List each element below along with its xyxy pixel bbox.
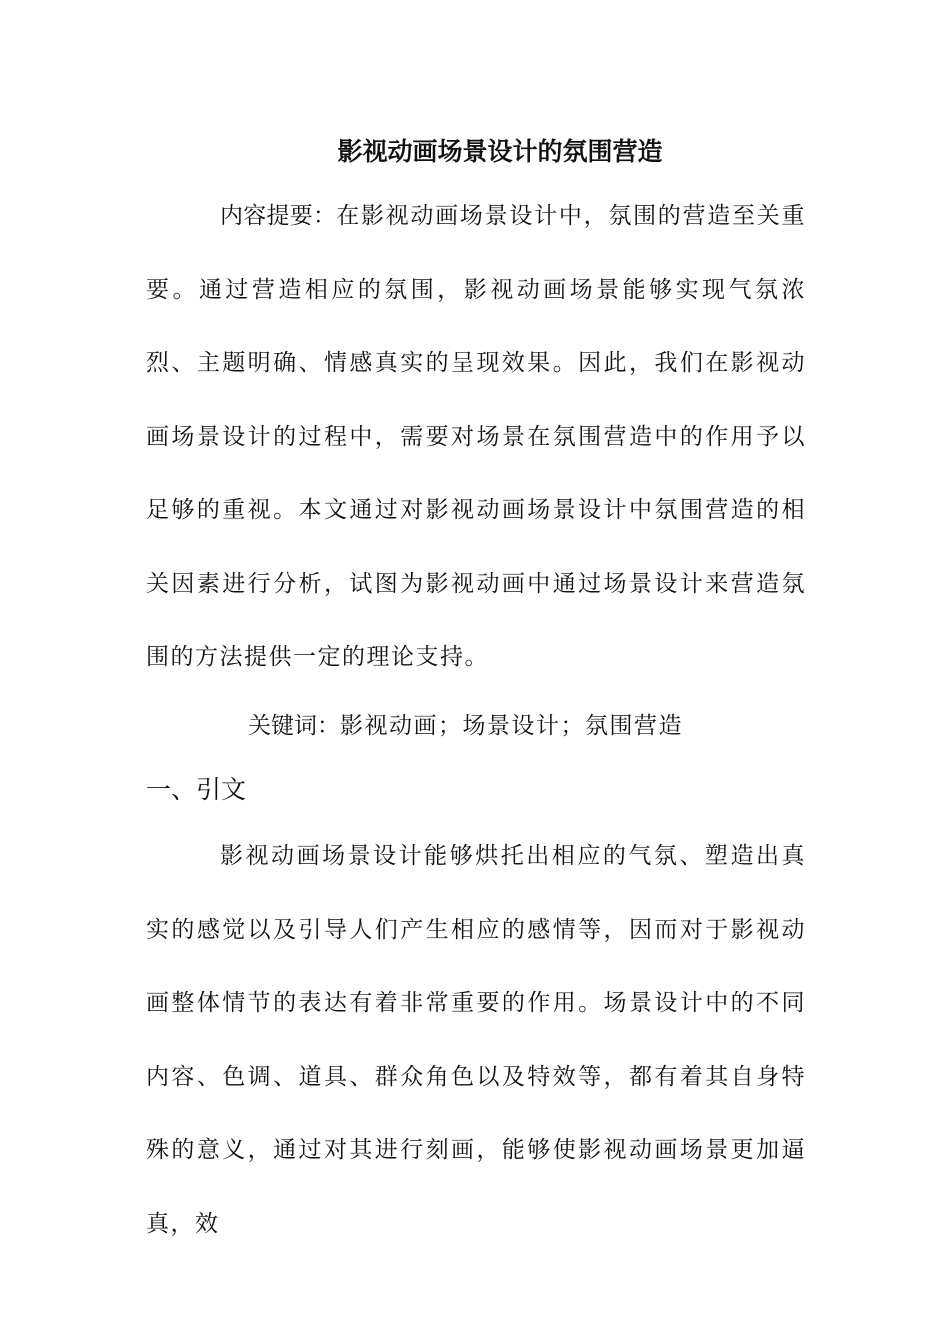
abstract-label: 内容提要： <box>220 203 337 229</box>
introduction-paragraph: 影视动画场景设计能够烘托出相应的气氛、塑造出真实的感觉以及引导人们产生相应的感情等，因而对于影视动画整体情节的表达有着非常重要的作用。场景设计中的不同内容、色调、道具、群众角色以及特效等，都有着其自身特殊的意义，通过对其进行刻画，能够使影视动画场景更加逼真，效 <box>146 843 806 1237</box>
section-heading-introduction: 一、引文 <box>146 775 247 804</box>
abstract-paragraph <box>146 180 806 695</box>
abstract-text: 在影视动画场景设计中，氛围的营造至关重要。通过营造相应的氛围，影视动画场景能够实现气氛浓烈、主题明确、情感真实的呈现效果。因此，我们在影视动画场景设计的过程中，需要对场景在氛围营造中的作用予以足够的重视。本文通过对影视动画场景设计中氛围营造的相关因素进行分析，试图为影视动画中通过场景设计来营造氛围的方法提供一定的理论支持。 <box>146 203 807 670</box>
keywords-text: 影视动画；场景设计；氛围营造 <box>340 713 683 739</box>
document-title: 影视动画场景设计的氛围营造 <box>337 137 663 166</box>
keywords-line <box>248 704 683 748</box>
keywords-label: 关键词： <box>248 713 340 739</box>
